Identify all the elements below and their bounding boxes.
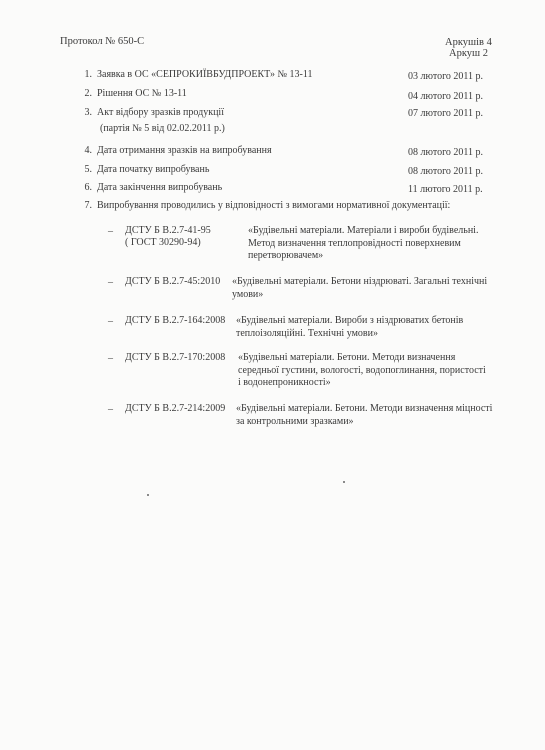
item-date: 07 лютого 2011 р. <box>408 108 484 119</box>
standard-description: «Будівельні матеріали. Бетони ніздрюваті. Загальні технічні умови» <box>232 276 488 300</box>
standard-code: ДСТУ Б В.2.7-45:2010 <box>125 276 221 287</box>
protocol-number: Протокол № 650-С <box>60 36 145 47</box>
standard-code: ДСТУ Б В.2.7-214:2009 <box>125 403 226 414</box>
item-number: 1. <box>84 69 92 80</box>
item-number: 5. <box>84 164 92 175</box>
standard-description: «Будівельні матеріали. Матеріали і вироби будівельні. Метод визначення теплопровідності поверхневим перетворювачем» <box>248 225 479 261</box>
standard-description: «Будівельні матеріали. Вироби з ніздрюватих бетонів теплоізоляційні. Технічні умови» <box>236 315 464 339</box>
list-dash: – <box>108 353 113 364</box>
item-label: Дата початку випробувань <box>97 164 210 175</box>
list-dash: – <box>108 316 113 327</box>
item-date: 08 лютого 2011 р. <box>408 166 484 177</box>
item-date: 03 лютого 2011 р. <box>408 71 484 82</box>
sheet-current: Аркуш 2 <box>449 48 488 59</box>
standard-code-alt: ( ГОСТ 30290-94) <box>125 237 201 248</box>
standard-description: «Будівельні матеріали. Бетони. Методи визначення міцності за контрольними зразками» <box>236 403 493 427</box>
item-label: Заявка в ОС «СЕПРОКИЇВБУДПРОЕКТ» № 13-11 <box>97 69 313 80</box>
item-label-detail: (партія № 5 від 02.02.2011 р.) <box>100 123 225 134</box>
standard-code: ДСТУ Б В.2.7-41-95 <box>125 225 211 236</box>
list-dash: – <box>108 404 113 415</box>
scan-speck <box>343 481 345 483</box>
list-dash: – <box>108 277 113 288</box>
scan-speck <box>147 494 149 496</box>
sheets-total: Аркушів 4 <box>445 37 492 48</box>
item-number: 2. <box>84 88 92 99</box>
item-label: Дата закінчення випробувань <box>97 182 223 193</box>
item-number: 3. <box>84 107 92 118</box>
item-date: 11 лютого 2011 р. <box>408 184 483 195</box>
standard-description: «Будівельні матеріали. Бетони. Методи визначення середньої густини, вологості, водопоглинання, пористості і водонепроникності» <box>238 352 486 388</box>
item-label: Дата отримання зразків на випробування <box>97 145 272 156</box>
standard-code: ДСТУ Б В.2.7-170:2008 <box>125 352 226 363</box>
item-label: Випробування проводились у відповідності з вимогами нормативної документації: <box>97 200 451 211</box>
item-date: 08 лютого 2011 р. <box>408 147 484 158</box>
item-label: Акт відбору зразків продукції <box>97 107 224 118</box>
item-date: 04 лютого 2011 р. <box>408 91 484 102</box>
item-number: 4. <box>84 145 92 156</box>
item-number: 6. <box>84 182 92 193</box>
item-label: Рішення ОС № 13-11 <box>97 88 187 99</box>
list-dash: – <box>108 226 113 237</box>
item-number: 7. <box>84 200 92 211</box>
standard-code: ДСТУ Б В.2.7-164:2008 <box>125 315 226 326</box>
